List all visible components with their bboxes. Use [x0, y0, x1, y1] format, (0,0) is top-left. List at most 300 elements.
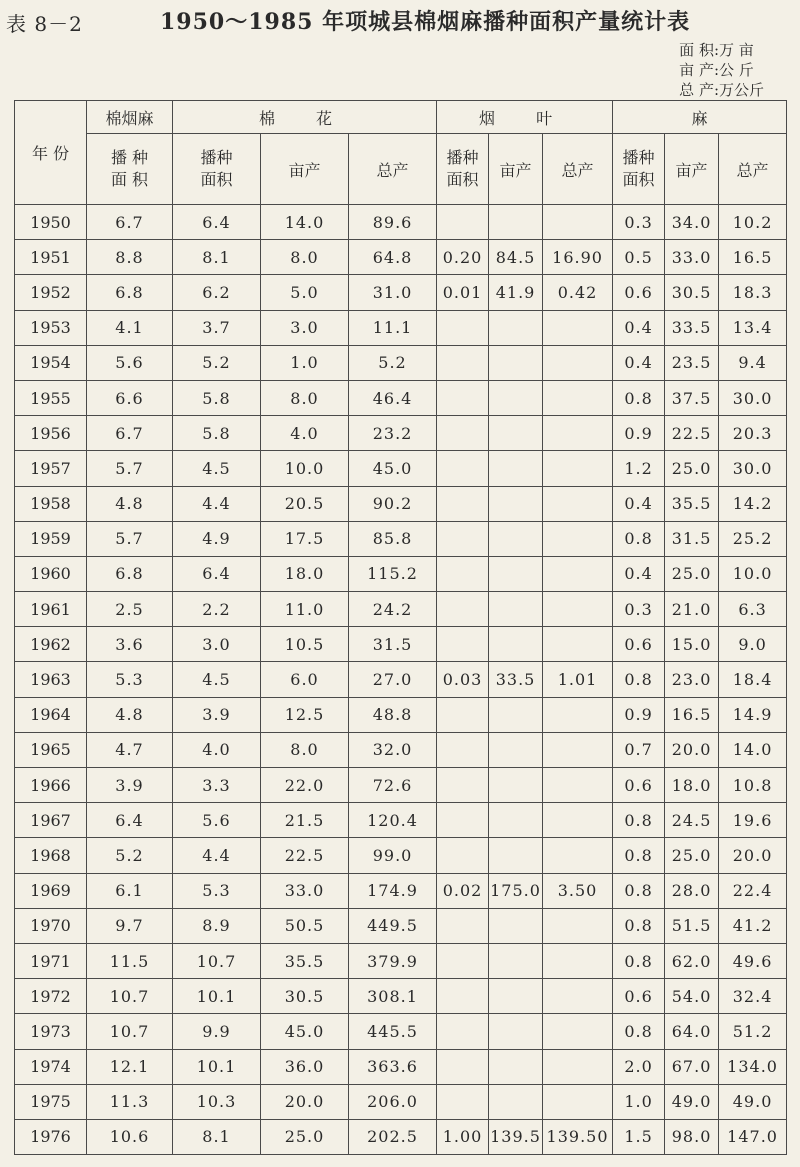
cell-year: 1968 [15, 838, 87, 873]
cell-total-area: 5.2 [87, 838, 173, 873]
table-number: 表 8－2 [6, 12, 83, 36]
cell-hemp-area: 0.8 [613, 662, 665, 697]
cell-cotton-area: 10.1 [173, 979, 261, 1014]
cell-hemp-output: 147.0 [719, 1119, 787, 1154]
cell-tobacco-output [543, 486, 613, 521]
cell-year: 1951 [15, 240, 87, 275]
cell-hemp-yield: 98.0 [665, 1119, 719, 1154]
unit-area: 面 积:万 亩 [679, 41, 754, 59]
cell-year: 1965 [15, 732, 87, 767]
statistics-table [14, 100, 787, 1155]
cell-cotton-output: 48.8 [349, 697, 437, 732]
cell-tobacco-area: 0.01 [437, 275, 489, 310]
cell-tobacco-output [543, 1084, 613, 1119]
cell-hemp-output: 22.4 [719, 873, 787, 908]
table-row [15, 345, 787, 380]
cell-tobacco-output [543, 697, 613, 732]
cell-tobacco-area [437, 345, 489, 380]
header-tobacco-area: 播种 面积 [437, 134, 489, 205]
cell-cotton-area: 5.8 [173, 416, 261, 451]
cell-tobacco-yield: 175.0 [489, 873, 543, 908]
cell-hemp-area: 0.3 [613, 592, 665, 627]
cell-cotton-output: 72.6 [349, 768, 437, 803]
cell-cotton-area: 10.7 [173, 943, 261, 978]
cell-hemp-output: 19.6 [719, 803, 787, 838]
cell-tobacco-area [437, 486, 489, 521]
cell-total-area: 6.8 [87, 275, 173, 310]
cell-hemp-area: 0.6 [613, 627, 665, 662]
cell-hemp-yield: 33.5 [665, 310, 719, 345]
cell-cotton-output: 115.2 [349, 556, 437, 591]
cell-tobacco-yield [489, 803, 543, 838]
cell-cotton-output: 449.5 [349, 908, 437, 943]
table-row [15, 592, 787, 627]
cell-hemp-yield: 16.5 [665, 697, 719, 732]
cell-hemp-area: 0.8 [613, 838, 665, 873]
cell-cotton-area: 2.2 [173, 592, 261, 627]
cell-cotton-yield: 50.5 [261, 908, 349, 943]
cell-cotton-area: 10.3 [173, 1084, 261, 1119]
cell-cotton-yield: 33.0 [261, 873, 349, 908]
cell-year: 1952 [15, 275, 87, 310]
cell-year: 1957 [15, 451, 87, 486]
cell-cotton-output: 85.8 [349, 521, 437, 556]
cell-hemp-area: 0.8 [613, 803, 665, 838]
cell-cotton-yield: 8.0 [261, 380, 349, 415]
cell-total-area: 9.7 [87, 908, 173, 943]
table-row [15, 838, 787, 873]
cell-tobacco-output [543, 592, 613, 627]
cell-tobacco-output [543, 521, 613, 556]
cell-cotton-area: 4.4 [173, 486, 261, 521]
cell-cotton-output: 206.0 [349, 1084, 437, 1119]
cell-hemp-area: 1.2 [613, 451, 665, 486]
cell-hemp-yield: 25.0 [665, 556, 719, 591]
cell-total-area: 4.1 [87, 310, 173, 345]
cell-tobacco-yield [489, 380, 543, 415]
cell-cotton-yield: 8.0 [261, 240, 349, 275]
cell-year: 1959 [15, 521, 87, 556]
cell-tobacco-yield [489, 451, 543, 486]
table-row [15, 205, 787, 240]
cell-year: 1971 [15, 943, 87, 978]
cell-cotton-area: 5.3 [173, 873, 261, 908]
cell-cotton-output: 99.0 [349, 838, 437, 873]
cell-hemp-yield: 25.0 [665, 838, 719, 873]
header-year: 年 份 [15, 101, 87, 205]
cell-year: 1974 [15, 1049, 87, 1084]
cell-hemp-output: 6.3 [719, 592, 787, 627]
cell-tobacco-output [543, 803, 613, 838]
cell-cotton-area: 9.9 [173, 1014, 261, 1049]
cell-cotton-output: 308.1 [349, 979, 437, 1014]
cell-tobacco-yield [489, 556, 543, 591]
cell-tobacco-area [437, 205, 489, 240]
cell-tobacco-yield [489, 521, 543, 556]
cell-total-area: 10.7 [87, 979, 173, 1014]
cell-tobacco-output [543, 1049, 613, 1084]
cell-tobacco-yield: 84.5 [489, 240, 543, 275]
unit-output: 总 产:万公斤 [679, 81, 764, 99]
table-row [15, 310, 787, 345]
cell-year: 1953 [15, 310, 87, 345]
cell-cotton-area: 5.6 [173, 803, 261, 838]
cell-hemp-area: 2.0 [613, 1049, 665, 1084]
cell-tobacco-yield [489, 979, 543, 1014]
cell-tobacco-output [543, 416, 613, 451]
cell-hemp-output: 49.6 [719, 943, 787, 978]
header-total-area: 播 种 面 积 [87, 134, 173, 205]
cell-hemp-area: 0.6 [613, 768, 665, 803]
table-row [15, 1119, 787, 1154]
header-cotton-output: 总产 [349, 134, 437, 205]
cell-cotton-yield: 5.0 [261, 275, 349, 310]
table-row [15, 416, 787, 451]
cell-hemp-output: 49.0 [719, 1084, 787, 1119]
cell-hemp-area: 0.6 [613, 275, 665, 310]
cell-year: 1958 [15, 486, 87, 521]
cell-total-area: 6.7 [87, 205, 173, 240]
cell-year: 1970 [15, 908, 87, 943]
cell-cotton-output: 445.5 [349, 1014, 437, 1049]
cell-total-area: 5.3 [87, 662, 173, 697]
cell-year: 1960 [15, 556, 87, 591]
table-row [15, 556, 787, 591]
cell-tobacco-area [437, 943, 489, 978]
cell-cotton-output: 174.9 [349, 873, 437, 908]
cell-cotton-area: 4.4 [173, 838, 261, 873]
cell-hemp-output: 10.0 [719, 556, 787, 591]
cell-hemp-output: 41.2 [719, 908, 787, 943]
cell-hemp-yield: 33.0 [665, 240, 719, 275]
cell-year: 1972 [15, 979, 87, 1014]
cell-cotton-output: 202.5 [349, 1119, 437, 1154]
header-tobacco: 烟 叶 [437, 101, 613, 134]
cell-cotton-yield: 10.0 [261, 451, 349, 486]
cell-hemp-area: 1.0 [613, 1084, 665, 1119]
cell-total-area: 12.1 [87, 1049, 173, 1084]
cell-hemp-area: 0.8 [613, 908, 665, 943]
cell-cotton-output: 24.2 [349, 592, 437, 627]
cell-total-area: 10.7 [87, 1014, 173, 1049]
cell-tobacco-area [437, 803, 489, 838]
cell-tobacco-yield [489, 838, 543, 873]
cell-year: 1963 [15, 662, 87, 697]
cell-tobacco-area [437, 416, 489, 451]
cell-cotton-output: 31.0 [349, 275, 437, 310]
cell-cotton-output: 45.0 [349, 451, 437, 486]
cell-tobacco-area [437, 310, 489, 345]
cell-tobacco-yield: 139.5 [489, 1119, 543, 1154]
cell-tobacco-output: 0.42 [543, 275, 613, 310]
cell-tobacco-area: 1.00 [437, 1119, 489, 1154]
cell-tobacco-area [437, 838, 489, 873]
cell-cotton-area: 5.2 [173, 345, 261, 380]
cell-hemp-yield: 22.5 [665, 416, 719, 451]
cell-total-area: 11.5 [87, 943, 173, 978]
cell-cotton-area: 3.0 [173, 627, 261, 662]
cell-tobacco-yield [489, 1084, 543, 1119]
cell-tobacco-output [543, 556, 613, 591]
cell-cotton-area: 4.0 [173, 732, 261, 767]
cell-tobacco-output [543, 838, 613, 873]
cell-tobacco-area [437, 1049, 489, 1084]
cell-tobacco-output [543, 310, 613, 345]
cell-cotton-area: 3.9 [173, 697, 261, 732]
cell-tobacco-yield [489, 1049, 543, 1084]
cell-tobacco-area [437, 768, 489, 803]
cell-tobacco-area: 0.20 [437, 240, 489, 275]
cell-cotton-area: 8.1 [173, 240, 261, 275]
table-row [15, 873, 787, 908]
cell-cotton-yield: 20.0 [261, 1084, 349, 1119]
table-row [15, 979, 787, 1014]
cell-hemp-yield: 21.0 [665, 592, 719, 627]
cell-cotton-yield: 22.5 [261, 838, 349, 873]
cell-tobacco-output [543, 979, 613, 1014]
cell-hemp-area: 0.4 [613, 310, 665, 345]
cell-total-area: 5.7 [87, 451, 173, 486]
cell-cotton-area: 3.3 [173, 768, 261, 803]
cell-hemp-area: 1.5 [613, 1119, 665, 1154]
cell-cotton-area: 6.4 [173, 556, 261, 591]
table-row [15, 380, 787, 415]
cell-hemp-yield: 24.5 [665, 803, 719, 838]
table-header [15, 101, 787, 205]
cell-tobacco-yield [489, 310, 543, 345]
table-row [15, 697, 787, 732]
header-hemp-output: 总产 [719, 134, 787, 205]
cell-hemp-area: 0.8 [613, 943, 665, 978]
cell-tobacco-area [437, 451, 489, 486]
cell-hemp-yield: 62.0 [665, 943, 719, 978]
cell-year: 1967 [15, 803, 87, 838]
cell-hemp-output: 134.0 [719, 1049, 787, 1084]
cell-tobacco-yield [489, 345, 543, 380]
cell-tobacco-area [437, 1014, 489, 1049]
header-tobacco-output: 总产 [543, 134, 613, 205]
cell-hemp-area: 0.6 [613, 979, 665, 1014]
cell-total-area: 3.9 [87, 768, 173, 803]
cell-hemp-yield: 67.0 [665, 1049, 719, 1084]
cell-year: 1973 [15, 1014, 87, 1049]
cell-hemp-yield: 28.0 [665, 873, 719, 908]
cell-total-area: 5.6 [87, 345, 173, 380]
cell-cotton-yield: 12.5 [261, 697, 349, 732]
cell-cotton-output: 46.4 [349, 380, 437, 415]
cell-hemp-yield: 23.5 [665, 345, 719, 380]
cell-tobacco-output: 16.90 [543, 240, 613, 275]
cell-tobacco-area [437, 1084, 489, 1119]
cell-cotton-yield: 10.5 [261, 627, 349, 662]
cell-hemp-area: 0.4 [613, 556, 665, 591]
cell-year: 1950 [15, 205, 87, 240]
table-row [15, 662, 787, 697]
cell-cotton-yield: 30.5 [261, 979, 349, 1014]
table-body [15, 205, 787, 1155]
cell-tobacco-output [543, 451, 613, 486]
cell-year: 1962 [15, 627, 87, 662]
cell-tobacco-area [437, 697, 489, 732]
cell-tobacco-area: 0.02 [437, 873, 489, 908]
cell-cotton-area: 5.8 [173, 380, 261, 415]
cell-hemp-yield: 18.0 [665, 768, 719, 803]
cell-cotton-output: 5.2 [349, 345, 437, 380]
cell-cotton-output: 31.5 [349, 627, 437, 662]
cell-tobacco-output: 3.50 [543, 873, 613, 908]
unit-yield: 亩 产:公 斤 [679, 61, 754, 79]
cell-hemp-output: 30.0 [719, 451, 787, 486]
cell-tobacco-yield [489, 416, 543, 451]
cell-year: 1961 [15, 592, 87, 627]
cell-year: 1955 [15, 380, 87, 415]
header-hemp: 麻 [613, 101, 787, 134]
cell-tobacco-yield [489, 592, 543, 627]
cell-tobacco-output [543, 345, 613, 380]
cell-cotton-yield: 36.0 [261, 1049, 349, 1084]
cell-tobacco-yield [489, 205, 543, 240]
cell-tobacco-area [437, 732, 489, 767]
cell-hemp-yield: 25.0 [665, 451, 719, 486]
cell-hemp-output: 32.4 [719, 979, 787, 1014]
cell-tobacco-area: 0.03 [437, 662, 489, 697]
cell-cotton-yield: 20.5 [261, 486, 349, 521]
cell-cotton-yield: 3.0 [261, 310, 349, 345]
cell-hemp-output: 20.3 [719, 416, 787, 451]
cell-cotton-output: 379.9 [349, 943, 437, 978]
cell-cotton-output: 32.0 [349, 732, 437, 767]
cell-hemp-yield: 64.0 [665, 1014, 719, 1049]
cell-hemp-yield: 15.0 [665, 627, 719, 662]
cell-cotton-yield: 22.0 [261, 768, 349, 803]
cell-tobacco-yield: 41.9 [489, 275, 543, 310]
cell-hemp-output: 20.0 [719, 838, 787, 873]
cell-total-area: 4.7 [87, 732, 173, 767]
table-row [15, 240, 787, 275]
cell-cotton-yield: 1.0 [261, 345, 349, 380]
cell-hemp-output: 14.2 [719, 486, 787, 521]
cell-hemp-output: 16.5 [719, 240, 787, 275]
cell-tobacco-yield [489, 908, 543, 943]
cell-tobacco-yield [489, 697, 543, 732]
cell-tobacco-output [543, 627, 613, 662]
table-row [15, 908, 787, 943]
cell-total-area: 2.5 [87, 592, 173, 627]
cell-tobacco-output [543, 908, 613, 943]
cell-tobacco-area [437, 908, 489, 943]
cell-total-area: 3.6 [87, 627, 173, 662]
header-group-total: 棉烟麻 [87, 101, 173, 134]
cell-tobacco-output: 1.01 [543, 662, 613, 697]
cell-cotton-yield: 21.5 [261, 803, 349, 838]
table-title: 1950～1985 年项城县棉烟麻播种面积产量统计表 [160, 9, 691, 35]
cell-tobacco-yield [489, 768, 543, 803]
header-hemp-yield: 亩产 [665, 134, 719, 205]
cell-hemp-yield: 37.5 [665, 380, 719, 415]
cell-hemp-area: 0.9 [613, 416, 665, 451]
cell-year: 1966 [15, 768, 87, 803]
cell-hemp-yield: 31.5 [665, 521, 719, 556]
cell-tobacco-area [437, 979, 489, 1014]
table-row [15, 768, 787, 803]
cell-cotton-yield: 14.0 [261, 205, 349, 240]
cell-hemp-yield: 30.5 [665, 275, 719, 310]
cell-cotton-yield: 35.5 [261, 943, 349, 978]
cell-hemp-area: 0.4 [613, 345, 665, 380]
cell-tobacco-area [437, 592, 489, 627]
cell-year: 1956 [15, 416, 87, 451]
cell-tobacco-yield [489, 486, 543, 521]
cell-tobacco-output [543, 380, 613, 415]
cell-hemp-area: 0.8 [613, 380, 665, 415]
cell-hemp-yield: 35.5 [665, 486, 719, 521]
cell-hemp-yield: 54.0 [665, 979, 719, 1014]
table-row [15, 486, 787, 521]
cell-hemp-output: 25.2 [719, 521, 787, 556]
cell-tobacco-area [437, 380, 489, 415]
cell-cotton-area: 4.9 [173, 521, 261, 556]
cell-total-area: 6.4 [87, 803, 173, 838]
cell-tobacco-yield [489, 627, 543, 662]
cell-total-area: 4.8 [87, 697, 173, 732]
cell-total-area: 6.1 [87, 873, 173, 908]
cell-tobacco-output [543, 943, 613, 978]
cell-hemp-yield: 23.0 [665, 662, 719, 697]
header-hemp-area: 播种 面积 [613, 134, 665, 205]
table-row [15, 275, 787, 310]
cell-cotton-output: 90.2 [349, 486, 437, 521]
cell-hemp-output: 30.0 [719, 380, 787, 415]
cell-tobacco-area [437, 556, 489, 591]
cell-tobacco-yield [489, 732, 543, 767]
cell-cotton-yield: 6.0 [261, 662, 349, 697]
table-row [15, 1049, 787, 1084]
cell-hemp-output: 14.9 [719, 697, 787, 732]
cell-hemp-area: 0.8 [613, 873, 665, 908]
cell-cotton-output: 23.2 [349, 416, 437, 451]
header-cotton-yield: 亩产 [261, 134, 349, 205]
cell-total-area: 6.7 [87, 416, 173, 451]
cell-cotton-yield: 4.0 [261, 416, 349, 451]
cell-cotton-yield: 17.5 [261, 521, 349, 556]
cell-cotton-output: 120.4 [349, 803, 437, 838]
cell-cotton-output: 11.1 [349, 310, 437, 345]
cell-cotton-area: 3.7 [173, 310, 261, 345]
cell-hemp-output: 18.4 [719, 662, 787, 697]
cell-cotton-area: 10.1 [173, 1049, 261, 1084]
cell-cotton-yield: 45.0 [261, 1014, 349, 1049]
cell-hemp-output: 18.3 [719, 275, 787, 310]
cell-tobacco-yield: 33.5 [489, 662, 543, 697]
cell-total-area: 6.8 [87, 556, 173, 591]
cell-cotton-area: 8.1 [173, 1119, 261, 1154]
cell-cotton-area: 6.2 [173, 275, 261, 310]
cell-tobacco-yield [489, 1014, 543, 1049]
cell-hemp-output: 13.4 [719, 310, 787, 345]
cell-hemp-area: 0.8 [613, 521, 665, 556]
cell-year: 1964 [15, 697, 87, 732]
table-row [15, 521, 787, 556]
table-row [15, 943, 787, 978]
cell-total-area: 4.8 [87, 486, 173, 521]
cell-year: 1969 [15, 873, 87, 908]
cell-year: 1954 [15, 345, 87, 380]
cell-total-area: 6.6 [87, 380, 173, 415]
cell-hemp-output: 10.8 [719, 768, 787, 803]
cell-total-area: 10.6 [87, 1119, 173, 1154]
cell-cotton-output: 27.0 [349, 662, 437, 697]
cell-hemp-area: 0.5 [613, 240, 665, 275]
